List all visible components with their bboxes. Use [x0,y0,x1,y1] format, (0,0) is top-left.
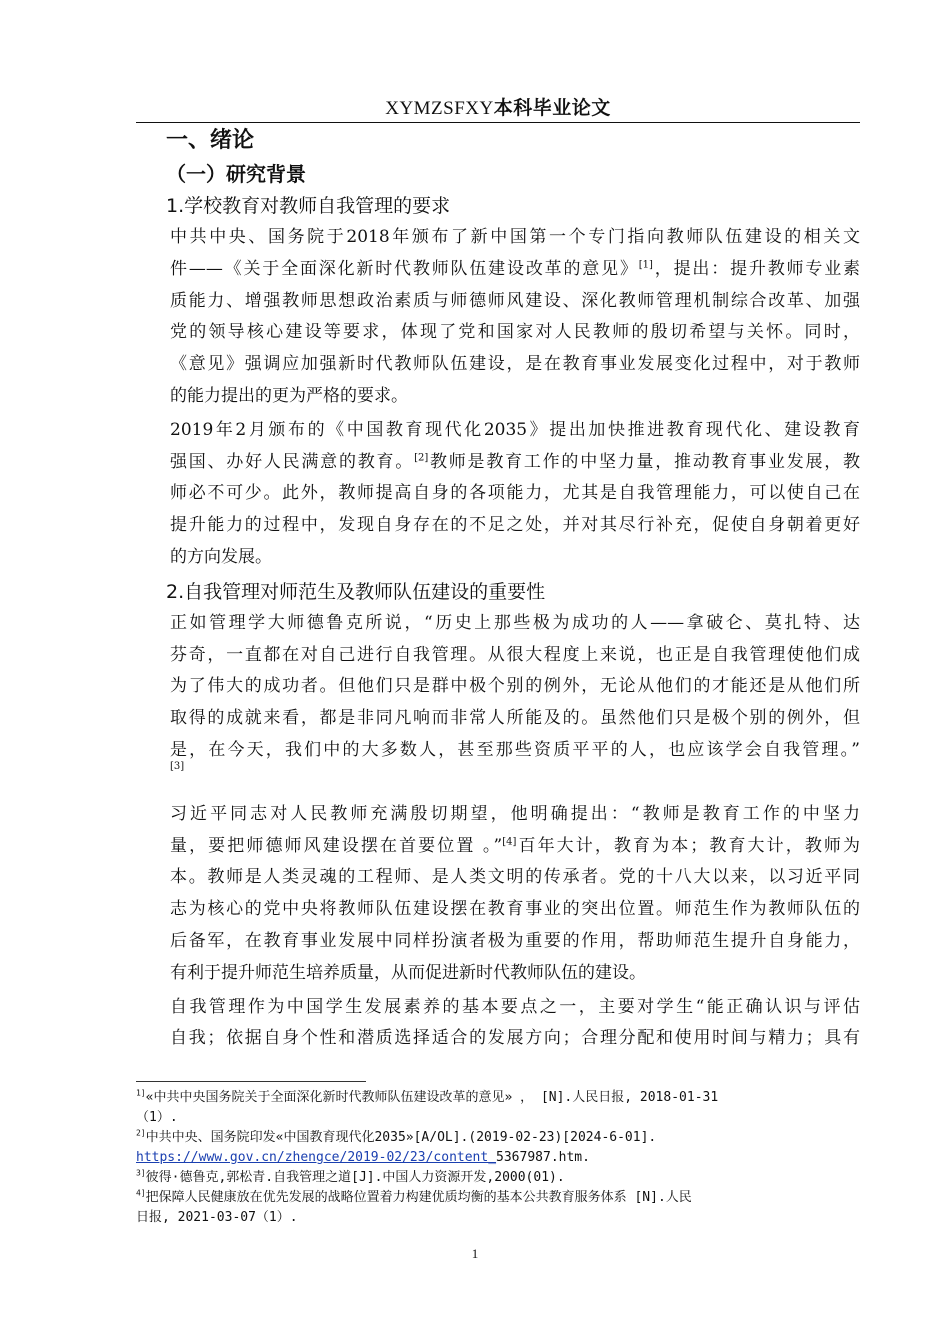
subsection-heading-2: 2.自我管理对师范生及教师队伍建设的重要性 [166,580,546,603]
footnote-1: $^{1]}$«中共中央国务院关于全面深化新时代教师队伍建设改革的意见» ， [N].人民日报, 2018-01-31 [136,1088,719,1105]
text-line: 后备军，在教育事业发展中同样扮演者极为重要的作用，帮助师范生提升自身能力， [170,930,860,951]
text-line: 质能力、增强教师思想政治素质与师德师风建设、深化教师管理机制综合改革、加强 [170,290,860,311]
footnote-divider [136,1081,366,1082]
text-line: 正如管理学大师德鲁克所说，“历史上那些极为成功的人——拿破仑、莫扎特、达 [170,612,860,633]
citation-ref: [1] [638,259,653,271]
text-line: 提升能力的过程中，发现自身存在的不足之处，并对其尽行补充，促使自身朝着更好 [170,515,860,536]
footnote-2: $^{2]}$中共中央、国务院印发«中国教育现代化2035»[A/OL].(2019-02-23)[2024-6-01]. [136,1128,657,1145]
footnote-4-cont: 日报, 2021-03-07（1）. [136,1210,298,1225]
text-line: 志为核心的党中央将教师队伍建设摆在教育事业的突出位置。师范生作为教师队伍的 [170,899,860,920]
text-line: 件——《关于全面深化新时代教师队伍建设改革的意见》[1]，提出：提升教师专业素 [170,258,861,279]
header-school-code: XYMZSFXY [385,98,494,119]
text-line: 强国、办好人民满意的教育。[2]教师是教育工作的中坚力量，推动教育事业发展，教 [170,451,861,472]
text-line: 自我管理作为中国学生发展素养的基本要点之一，主要对学生“能正确认识与评估 [170,996,860,1017]
text-line: 的能力提出的更为严格的要求。 [170,385,408,406]
paragraph-3 [136,608,860,789]
text-line [136,760,860,789]
text-line: 的方向发展。 [170,546,272,567]
citation-ref: [4] [502,835,517,847]
footnote-2-cont: https://www.gov.cn/zhengce/2019-02/23/content_5367987.htm. [136,1150,590,1165]
citation-ref: [3] [170,760,185,772]
footnote-3: $^{3]}$彼得·德鲁克,郭松青.自我管理之道[J].中国人力资源开发,2000(01). [136,1168,565,1185]
text-line: 芬奇，一直都在对自己进行自我管理。从很大程度上来说，也正是自我管理使他们成 [170,644,860,665]
footnote-2-link[interactable]: https://www.gov.cn/zhengce/2019-02/23/content_ [136,1150,497,1165]
section-heading: （一）研究背景 [166,162,306,186]
text-line: 量，要把师德师风建设摆在首要位置 。”[4]百年大计，教育为本；教育大计，教师为 [170,835,860,856]
text-line: 党的领导核心建设等要求，体现了党和国家对人民教师的殷切希望与关怀。同时， [170,322,860,343]
text-line: 本。教师是人类灵魂的工程师、是人类文明的传承者。党的十八大以来，以习近平同 [170,867,860,888]
footnote-1-cont: （1）. [136,1110,178,1125]
header-title: 本科毕业论文 [493,97,611,119]
text-line: 自我；依据自身个性和潜质选择适合的发展方向；合理分配和使用时间与精力；具有 [170,1028,860,1049]
footnote-4: $^{4]}$把保障人民健康放在优先发展的战略位置着力构建优质均衡的基本公共教育服务体系 [N].人民 [136,1188,692,1205]
citation-ref: [2] [414,451,429,463]
text-line: 2019年2月颁布的《中国教育现代化2035》提出加快推进教育现代化、建设教育 [170,419,860,440]
text-line: 是，在今天，我们中的大多数人，甚至那些资质平平的人，也应该学会自我管理。” [170,739,860,760]
text-line: 习近平同志对人民教师充满殷切期望，他明确提出：“教师是教育工作的中坚力 [170,803,860,824]
body-text [136,124,860,1057]
page-number: 1 [471,1246,479,1261]
text-line: 为了伟大的成功者。但他们只是群中极个别的例外，无论从他们的才能还是从他们所 [170,676,860,697]
page-header [136,94,860,123]
paragraph-1 [136,222,860,413]
footnotes [136,1088,860,1228]
text-line: 取得的成就来看，都是非同凡响而非常人所能及的。虽然他们只是极个别的例外，但 [170,708,860,729]
text-line: 中共中央、国务院于2018年颁布了新中国第一个专门指向教师队伍建设的相关文 [170,227,860,247]
paragraph-5 [136,992,860,1056]
chapter-heading: 一、绪论 [166,128,255,153]
text-line: 师必不可少。此外，教师提高自身的各项能力，尤其是自我管理能力，可以使自己在 [170,483,860,504]
text-line: 有利于提升师范生培养质量，从而促进新时代教师队伍的建设。 [170,962,646,983]
subsection-heading-1: 1.学校教育对教师自我管理的要求 [166,195,451,217]
text-line: 《意见》强调应加强新时代教师队伍建设，是在教育事业发展变化过程中，对于教师 [170,354,860,375]
paragraph-4 [136,799,860,990]
paragraph-2 [136,415,860,574]
